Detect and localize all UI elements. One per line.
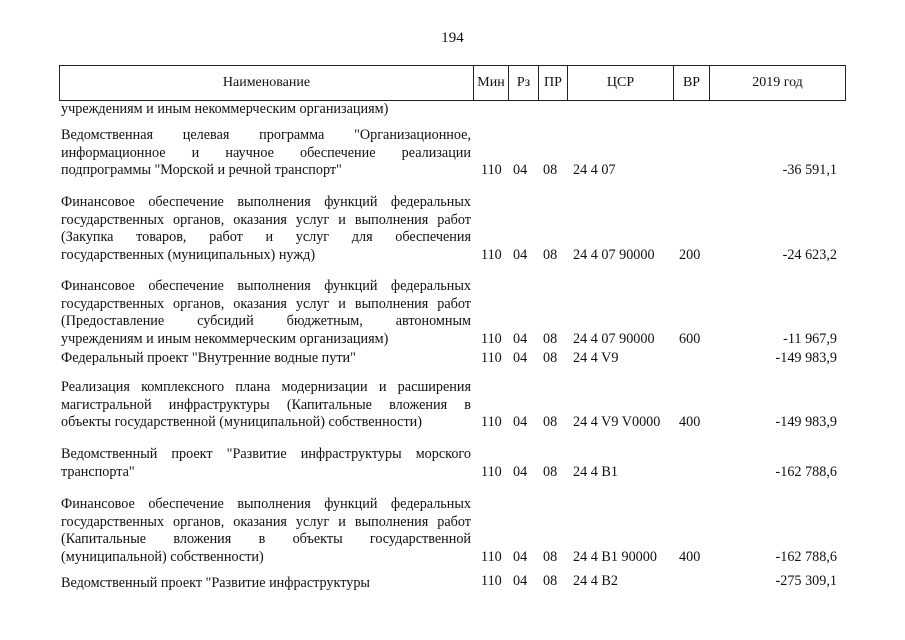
row-csr: 24 4 07 90000 [573,246,655,263]
row-name-line: Финансовое обеспечение выполнения функций федеральных [61,496,471,512]
row-name-line: (Капитальные вложения в объекты государственной [61,531,471,548]
row-name-line: магистральной инфраструктуры (Капитальные вложения в [61,396,471,413]
row-pr: 08 [543,350,558,366]
row-vr: 400 [679,548,701,565]
row-sum: -149 983,9 [775,350,837,366]
row-sum: -275 309,1 [775,573,837,589]
row-sum: -36 591,1 [782,162,837,179]
row-rz: 04 [513,162,528,179]
row-name-line: Реализация комплексного плана модернизации и расширения [61,379,471,395]
row-pr: 08 [543,246,558,263]
row-sum: -11 967,9 [783,330,837,347]
row-rz: 04 [513,350,528,366]
header-year: 2019 год [752,75,803,90]
row-name-line: Финансовое обеспечение выполнения функций федеральных [61,278,471,294]
row-name-line: Ведомственная целевая программа "Организационное, [61,127,471,143]
table-row [0,101,905,121]
row-name-line: Федеральный проект "Внутренние водные пути" [61,350,356,366]
row-name-line: объекты государственной (муниципальной) собственности) [61,414,422,431]
row-name-line: информационное и научное обеспечение реализации [61,144,471,161]
row-vr: 400 [679,414,701,431]
table-row [0,379,905,439]
row-rz: 04 [513,330,528,347]
row-rz: 04 [513,548,528,565]
row-name-line: Ведомственный проект "Развитие инфраструктуры морского [61,446,471,462]
row-name-line: государственных (муниципальных) нужд) [61,246,316,263]
row-pr: 08 [543,463,558,480]
row-name [61,575,471,593]
row-min: 110 [481,573,502,589]
table-row [0,446,905,488]
row-min: 110 [481,414,502,431]
row-name-line: (муниципальной) собственности) [61,548,264,565]
table-row [0,194,905,272]
header-csr: ЦСР [568,66,674,100]
header-vr: ВР [674,66,710,100]
row-name-line: подпрограммы "Морской и речной транспорт" [61,162,342,179]
row-sum: -162 788,6 [775,548,837,565]
row-csr: 24 4 B1 [573,463,618,480]
row-min: 110 [481,330,502,347]
row-name-line: учреждениям и иным некоммерческим организациям) [61,101,389,117]
row-pr: 08 [543,548,558,565]
row-sum: -149 983,9 [775,414,837,431]
row-name-line: (Закупка товаров, работ и услуг для обеспечения [61,229,471,246]
header-min: Мин [474,66,509,100]
table-row [0,350,905,374]
row-rz: 04 [513,463,528,480]
row-csr: 24 4 07 [573,162,616,179]
header-rz: Рз [509,66,539,100]
row-vr: 600 [679,330,701,347]
row-name [61,446,471,481]
row-min: 110 [481,350,502,366]
row-vr: 200 [679,246,701,263]
row-rz: 04 [513,414,528,431]
row-csr: 24 4 B1 90000 [573,548,657,565]
header-name: Наименование [60,66,474,100]
row-name-line: учреждениям и иным некоммерческим организациям) [61,330,389,347]
row-csr: 24 4 V9 [573,350,619,366]
row-csr: 24 4 B2 [573,573,618,589]
row-sum: -24 623,2 [782,246,837,263]
table-row [0,496,905,574]
row-name [61,194,471,264]
row-rz: 04 [513,573,528,589]
row-name-line: Ведомственный проект "Развитие инфраструктуры [61,575,370,591]
row-sum: -162 788,6 [775,463,837,480]
row-min: 110 [481,548,502,565]
row-rz: 04 [513,246,528,263]
row-pr: 08 [543,414,558,431]
row-name-line: государственных органов, оказания услуг и выполнения работ [61,513,471,530]
row-name [61,496,471,566]
row-pr: 08 [543,573,558,589]
row-min: 110 [481,162,502,179]
row-csr: 24 4 07 90000 [573,330,655,347]
row-min: 110 [481,246,502,263]
row-csr: 24 4 V9 V0000 [573,414,661,431]
row-min: 110 [481,463,502,480]
table-row [0,278,905,356]
table-row [0,127,905,187]
table-row [0,575,905,605]
header-pr: ПР [539,66,568,100]
row-name-line: государственных органов, оказания услуг и выполнения работ [61,211,471,228]
row-name-line: государственных органов, оказания услуг и выполнения работ [61,295,471,312]
row-name [61,379,471,432]
row-name-line: (Предоставление субсидий бюджетным, автономным [61,313,471,330]
row-name [61,278,471,348]
row-pr: 08 [543,162,558,179]
row-name [61,127,471,180]
table-header [59,65,846,101]
row-pr: 08 [543,330,558,347]
page-number: 194 [441,30,464,46]
row-name [61,350,471,368]
row-name [61,101,471,119]
row-name-line: Финансовое обеспечение выполнения функций федеральных [61,194,471,210]
row-name-line: транспорта" [61,463,135,480]
